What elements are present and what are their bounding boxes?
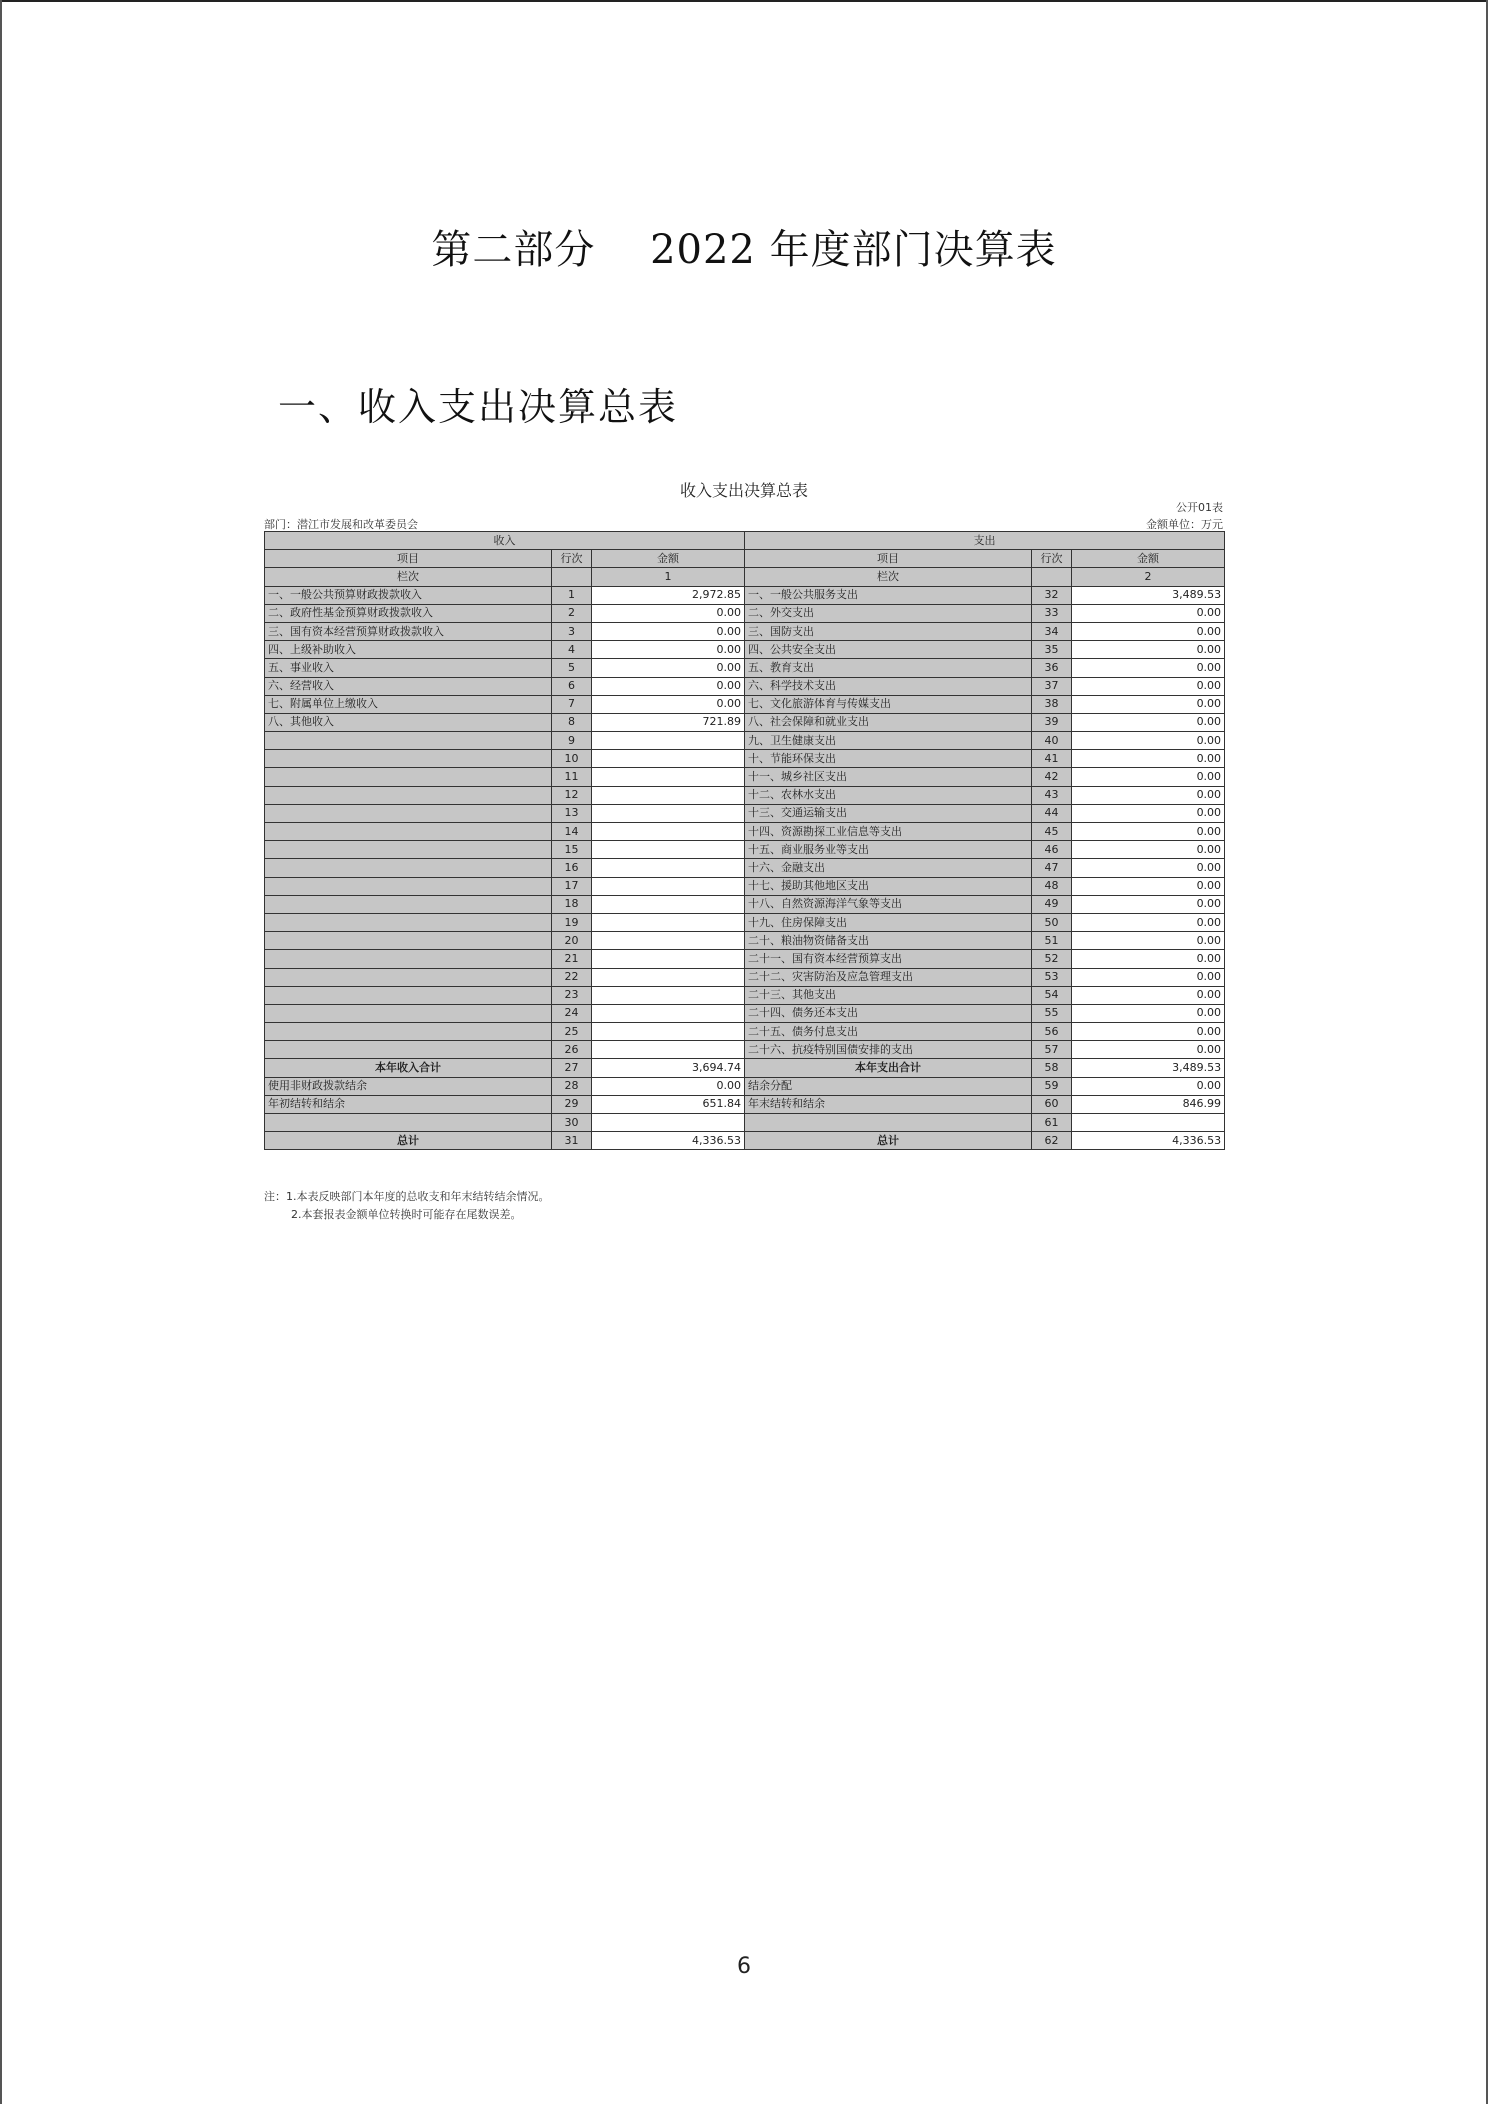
income-amount: [592, 877, 745, 895]
income-amount: [592, 1023, 745, 1041]
expense-amount: 0.00: [1072, 913, 1225, 931]
income-line: 19: [552, 913, 592, 931]
expense-amount: 0.00: [1072, 859, 1225, 877]
income-amount: 0.00: [592, 641, 745, 659]
expense-item: 五、教育支出: [745, 659, 1032, 677]
expense-item: 三、国防支出: [745, 622, 1032, 640]
income-expense-table: [264, 531, 1225, 1150]
income-item: [265, 841, 552, 859]
grand-total-row: [265, 1132, 1225, 1150]
income-line: 17: [552, 877, 592, 895]
income-amount: 721.89: [592, 713, 745, 731]
expense-amount: 4,336.53: [1072, 1132, 1225, 1150]
table-row: [265, 913, 1225, 931]
table-row: [265, 1095, 1225, 1113]
income-amount: 0.00: [592, 677, 745, 695]
income-line: 30: [552, 1114, 592, 1132]
expense-line: 48: [1032, 877, 1072, 895]
income-item: 五、事业收入: [265, 659, 552, 677]
income-item: 八、其他收入: [265, 713, 552, 731]
expense-item: 十二、农林水支出: [745, 786, 1032, 804]
income-line: 2: [552, 604, 592, 622]
income-line: 22: [552, 968, 592, 986]
income-item: [265, 823, 552, 841]
table-row: [265, 604, 1225, 622]
note-1: 注：1.本表反映部门本年度的总收支和年末结转结余情况。: [264, 1190, 550, 1203]
table-row: [265, 804, 1225, 822]
income-amount: [592, 1114, 745, 1132]
income-item: [265, 1023, 552, 1041]
expense-amount: 0.00: [1072, 768, 1225, 786]
income-line: 14: [552, 823, 592, 841]
expense-line: 59: [1032, 1077, 1072, 1095]
expense-amount: 0.00: [1072, 786, 1225, 804]
expense-amount: 0.00: [1072, 1023, 1225, 1041]
income-line: 21: [552, 950, 592, 968]
expense-amount: 0.00: [1072, 1041, 1225, 1059]
income-line: 11: [552, 768, 592, 786]
income-amount: [592, 1041, 745, 1059]
expense-line: 60: [1032, 1095, 1072, 1113]
table-row: [265, 713, 1225, 731]
page-border-top: [0, 0, 1488, 2]
expense-item: 年末结转和结余: [745, 1095, 1032, 1113]
income-item-header: 项目: [265, 550, 552, 568]
expense-item: 一、一般公共服务支出: [745, 586, 1032, 604]
expense-line: 45: [1032, 823, 1072, 841]
part-title: 第二部分 2022 年度部门决算表: [431, 227, 1057, 273]
table-row: [265, 950, 1225, 968]
income-amount: 651.84: [592, 1095, 745, 1113]
expense-amount: 0.00: [1072, 695, 1225, 713]
income-line: 24: [552, 1004, 592, 1022]
table-row: [265, 1077, 1225, 1095]
expense-line: 38: [1032, 695, 1072, 713]
expense-line: 47: [1032, 859, 1072, 877]
expense-amount: 0.00: [1072, 604, 1225, 622]
expense-item: 十五、商业服务业等支出: [745, 841, 1032, 859]
income-amount: [592, 1004, 745, 1022]
expense-item: 十九、住房保障支出: [745, 913, 1032, 931]
income-line: 3: [552, 622, 592, 640]
expense-line: 54: [1032, 986, 1072, 1004]
expense-amount: 0.00: [1072, 823, 1225, 841]
income-item: [265, 1041, 552, 1059]
expense-line: 46: [1032, 841, 1072, 859]
expense-line: 50: [1032, 913, 1072, 931]
expense-amount: 3,489.53: [1072, 586, 1225, 604]
expense-line: 56: [1032, 1023, 1072, 1041]
table-row: [265, 641, 1225, 659]
expense-line: 37: [1032, 677, 1072, 695]
income-item: 使用非财政拨款结余: [265, 1077, 552, 1095]
table-row: [265, 732, 1225, 750]
table-row: [265, 932, 1225, 950]
income-item: [265, 986, 552, 1004]
table-header-group-row: [265, 532, 1225, 550]
expense-item: 二十、粮油物资储备支出: [745, 932, 1032, 950]
expense-amount: 0.00: [1072, 1077, 1225, 1095]
page-border-left: [0, 0, 2, 2104]
income-header: 收入: [265, 532, 745, 550]
expense-item: 二十六、抗疫特别国债安排的支出: [745, 1041, 1032, 1059]
income-amount: [592, 932, 745, 950]
expense-amount: 0.00: [1072, 677, 1225, 695]
income-amount-header: 金额: [592, 550, 745, 568]
expense-line: 61: [1032, 1114, 1072, 1132]
income-item: [265, 732, 552, 750]
expense-item: 十、节能环保支出: [745, 750, 1032, 768]
expense-amount: 0.00: [1072, 804, 1225, 822]
table-row: [265, 622, 1225, 640]
table-header-row: [265, 550, 1225, 568]
expense-item: 十一、城乡社区支出: [745, 768, 1032, 786]
expense-amount: 0.00: [1072, 1004, 1225, 1022]
income-amount: 2,972.85: [592, 586, 745, 604]
expense-line: 58: [1032, 1059, 1072, 1077]
income-amount: [592, 913, 745, 931]
income-item: [265, 895, 552, 913]
income-amount: [592, 859, 745, 877]
table-row: [265, 1114, 1225, 1132]
table-row: [265, 659, 1225, 677]
income-amount: 0.00: [592, 622, 745, 640]
income-item: 二、政府性基金预算财政拨款收入: [265, 604, 552, 622]
expense-amount: 0.00: [1072, 895, 1225, 913]
expense-amount: [1072, 1114, 1225, 1132]
income-amount: [592, 768, 745, 786]
expense-item: 七、文化旅游体育与传媒支出: [745, 695, 1032, 713]
income-line: 16: [552, 859, 592, 877]
income-item: [265, 932, 552, 950]
section-title: 一、收入支出决算总表: [278, 385, 679, 429]
income-amount: [592, 732, 745, 750]
expense-line: 52: [1032, 950, 1072, 968]
income-line: 25: [552, 1023, 592, 1041]
income-item: [265, 859, 552, 877]
income-line: 4: [552, 641, 592, 659]
expense-amount: 0.00: [1072, 622, 1225, 640]
income-line: 7: [552, 695, 592, 713]
table-row: [265, 823, 1225, 841]
table-row: [265, 1004, 1225, 1022]
income-amount: [592, 823, 745, 841]
income-amount: [592, 841, 745, 859]
income-item: [265, 877, 552, 895]
expense-amount: 0.00: [1072, 713, 1225, 731]
column-number-row: [265, 568, 1225, 586]
income-line: 8: [552, 713, 592, 731]
expense-line: 57: [1032, 1041, 1072, 1059]
expense-item: 结余分配: [745, 1077, 1032, 1095]
expense-line: 41: [1032, 750, 1072, 768]
income-column-number: 1: [592, 568, 745, 586]
income-item: 总计: [265, 1132, 552, 1150]
income-item: [265, 1114, 552, 1132]
expense-amount: 0.00: [1072, 877, 1225, 895]
expense-line: 32: [1032, 586, 1072, 604]
income-amount: [592, 968, 745, 986]
expense-amount: 3,489.53: [1072, 1059, 1225, 1077]
expense-line: 42: [1032, 768, 1072, 786]
department-label: 部门：潜江市发展和改革委员会: [264, 518, 418, 531]
expense-amount: 846.99: [1072, 1095, 1225, 1113]
expense-lanci-blank: [1032, 568, 1072, 586]
income-item: [265, 950, 552, 968]
income-item: 六、经营收入: [265, 677, 552, 695]
expense-amount: 0.00: [1072, 841, 1225, 859]
expense-lanci-label: 栏次: [745, 568, 1032, 586]
income-amount: 0.00: [592, 1077, 745, 1095]
expense-line: 33: [1032, 604, 1072, 622]
expense-amount-header: 金额: [1072, 550, 1225, 568]
expense-amount: 0.00: [1072, 750, 1225, 768]
income-line: 31: [552, 1132, 592, 1150]
expense-item: 十八、自然资源海洋气象等支出: [745, 895, 1032, 913]
income-line: 27: [552, 1059, 592, 1077]
expense-amount: 0.00: [1072, 968, 1225, 986]
income-line: 18: [552, 895, 592, 913]
expense-amount: 0.00: [1072, 732, 1225, 750]
expense-line: 36: [1032, 659, 1072, 677]
expense-item: 二十一、国有资本经营预算支出: [745, 950, 1032, 968]
income-lanci-label: 栏次: [265, 568, 552, 586]
expense-amount: 0.00: [1072, 659, 1225, 677]
expense-item: 本年支出合计: [745, 1059, 1032, 1077]
expense-line: 49: [1032, 895, 1072, 913]
income-line: 12: [552, 786, 592, 804]
expense-item: 十七、援助其他地区支出: [745, 877, 1032, 895]
income-line-header: 行次: [552, 550, 592, 568]
income-item: [265, 913, 552, 931]
income-line: 1: [552, 586, 592, 604]
income-item: 四、上级补助收入: [265, 641, 552, 659]
expense-item: 总计: [745, 1132, 1032, 1150]
expense-line: 62: [1032, 1132, 1072, 1150]
expense-item: 六、科学技术支出: [745, 677, 1032, 695]
expense-item: 二十二、灾害防治及应急管理支出: [745, 968, 1032, 986]
income-line: 28: [552, 1077, 592, 1095]
income-line: 29: [552, 1095, 592, 1113]
table-row: [265, 1023, 1225, 1041]
income-item: 本年收入合计: [265, 1059, 552, 1077]
expense-item: 八、社会保障和就业支出: [745, 713, 1032, 731]
income-amount: 0.00: [592, 659, 745, 677]
expense-amount: 0.00: [1072, 950, 1225, 968]
income-item: 一、一般公共预算财政拨款收入: [265, 586, 552, 604]
expense-item: 二十五、债务付息支出: [745, 1023, 1032, 1041]
form-number: 公开01表: [1176, 501, 1223, 514]
income-amount: [592, 804, 745, 822]
income-line: 13: [552, 804, 592, 822]
expense-line: 34: [1032, 622, 1072, 640]
table-notes: [264, 1188, 550, 1224]
income-item: [265, 750, 552, 768]
income-item: [265, 1004, 552, 1022]
income-line: 9: [552, 732, 592, 750]
income-item: 三、国有资本经营预算财政拨款收入: [265, 622, 552, 640]
year-total-row: [265, 1059, 1225, 1077]
expense-item: 九、卫生健康支出: [745, 732, 1032, 750]
table-title: 收入支出决算总表: [679, 481, 808, 500]
table-row: [265, 877, 1225, 895]
table-row: [265, 677, 1225, 695]
expense-line: 55: [1032, 1004, 1072, 1022]
expense-header: 支出: [745, 532, 1225, 550]
income-amount: 0.00: [592, 604, 745, 622]
expense-item: 二、外交支出: [745, 604, 1032, 622]
expense-column-number: 2: [1072, 568, 1225, 586]
expense-item-header: 项目: [745, 550, 1032, 568]
income-lanci-blank: [552, 568, 592, 586]
income-line: 26: [552, 1041, 592, 1059]
expense-item: 十四、资源勘探工业信息等支出: [745, 823, 1032, 841]
expense-item: 二十三、其他支出: [745, 986, 1032, 1004]
income-item: [265, 768, 552, 786]
expense-amount: 0.00: [1072, 932, 1225, 950]
income-line: 6: [552, 677, 592, 695]
income-item: [265, 786, 552, 804]
expense-item: [745, 1114, 1032, 1132]
table-row: [265, 1041, 1225, 1059]
income-amount: 4,336.53: [592, 1132, 745, 1150]
income-line: 23: [552, 986, 592, 1004]
note-2: 2.本套报表金额单位转换时可能存在尾数误差。: [291, 1208, 522, 1221]
table-row: [265, 750, 1225, 768]
income-amount: [592, 895, 745, 913]
expense-item: 十三、交通运输支出: [745, 804, 1032, 822]
expense-amount: 0.00: [1072, 641, 1225, 659]
income-item: [265, 968, 552, 986]
page-number: 6: [737, 1954, 751, 1979]
expense-amount: 0.00: [1072, 986, 1225, 1004]
expense-line-header: 行次: [1032, 550, 1072, 568]
table-row: [265, 859, 1225, 877]
income-item: 年初结转和结余: [265, 1095, 552, 1113]
table-row: [265, 895, 1225, 913]
income-line: 10: [552, 750, 592, 768]
table-row: [265, 841, 1225, 859]
income-item: 七、附属单位上缴收入: [265, 695, 552, 713]
income-amount: [592, 786, 745, 804]
income-line: 20: [552, 932, 592, 950]
expense-line: 43: [1032, 786, 1072, 804]
income-line: 15: [552, 841, 592, 859]
expense-line: 44: [1032, 804, 1072, 822]
table-row: [265, 695, 1225, 713]
income-line: 5: [552, 659, 592, 677]
table-row: [265, 586, 1225, 604]
income-amount: 0.00: [592, 695, 745, 713]
expense-line: 40: [1032, 732, 1072, 750]
expense-line: 35: [1032, 641, 1072, 659]
expense-line: 39: [1032, 713, 1072, 731]
income-amount: [592, 750, 745, 768]
expense-item: 十六、金融支出: [745, 859, 1032, 877]
table-row: [265, 986, 1225, 1004]
expense-item: 四、公共安全支出: [745, 641, 1032, 659]
expense-item: 二十四、债务还本支出: [745, 1004, 1032, 1022]
table-row: [265, 786, 1225, 804]
income-amount: [592, 986, 745, 1004]
expense-line: 53: [1032, 968, 1072, 986]
income-amount: [592, 950, 745, 968]
unit-label: 金额单位：万元: [1146, 518, 1223, 531]
table-row: [265, 968, 1225, 986]
income-amount: 3,694.74: [592, 1059, 745, 1077]
income-item: [265, 804, 552, 822]
expense-line: 51: [1032, 932, 1072, 950]
table-row: [265, 768, 1225, 786]
